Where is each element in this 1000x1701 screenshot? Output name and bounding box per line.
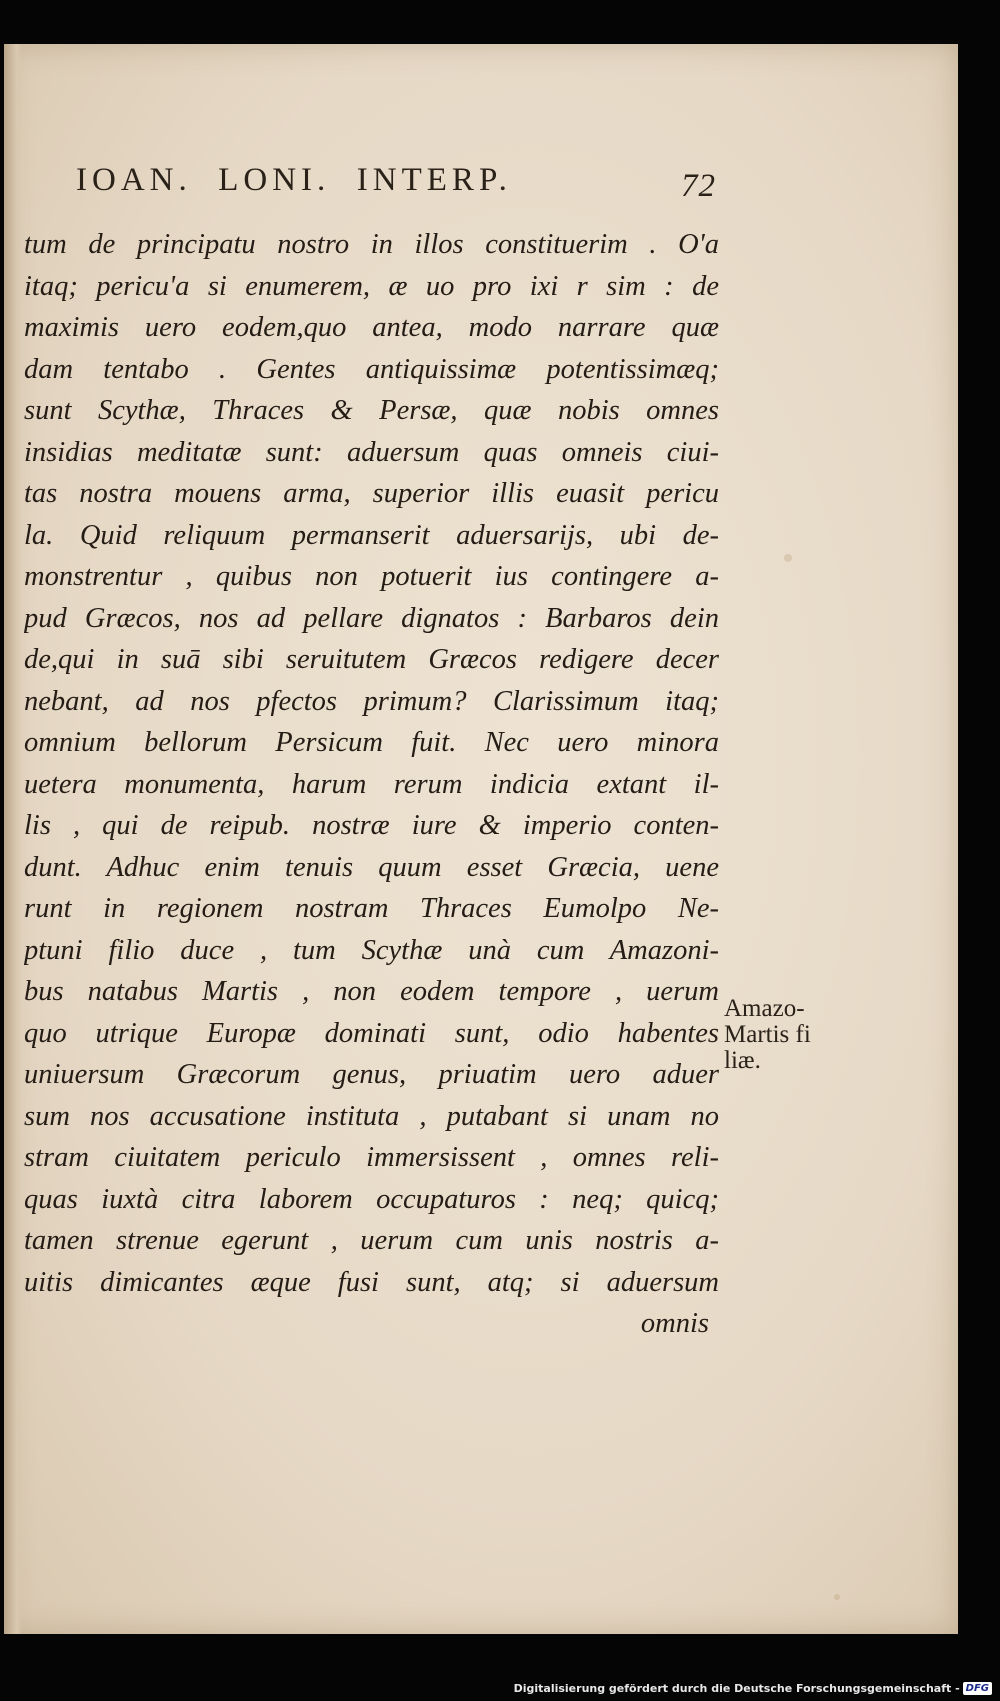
text-line: sum nos accusatione instituta , putabant si unam no <box>24 1100 719 1132</box>
text-line: uetera monumenta, harum rerum indicia extant il- <box>24 768 719 800</box>
marginal-note <box>724 996 864 1074</box>
text-line: maximis uero eodem,quo antea, modo narrare quæ <box>24 312 719 343</box>
text-line: omnium bellorum Persicum fuit. Nec uero minora <box>24 727 719 758</box>
running-title: IOAN. LONI. INTERP. <box>76 162 512 198</box>
page-header <box>76 162 716 212</box>
catchword: omnis <box>640 1308 709 1339</box>
text-line: quo utrique Europæ dominati sunt, odio habentes <box>24 1017 719 1049</box>
digitization-footer <box>514 1682 992 1695</box>
text-line: tamen strenue egerunt , uerum cum unis nostris a- <box>24 1225 719 1256</box>
text-line: tum de principatu nostro in illos constituerim . O'a <box>24 229 719 260</box>
text-line: la. Quid reliquum permanserit aduersarijs, ubi de- <box>24 519 719 551</box>
foxing-spot <box>784 554 792 562</box>
text-line: dunt. Adhuc enim tenuis quum esset Græcia, uene <box>24 851 719 883</box>
text-line: de,qui in suā sibi seruitutem Græcos redigere decer <box>24 644 719 675</box>
text-line: sunt Scythæ, Thraces & Persæ, quæ nobis omnes <box>24 395 719 426</box>
text-line: dam tentabo . Gentes antiquissimæ potentissimæq; <box>24 353 719 385</box>
page-number: 72 <box>681 168 716 204</box>
digitization-credit: Digitalisierung gefördert durch die Deutsche Forschungsgemeinschaft - <box>513 1682 960 1695</box>
page-gutter-shadow <box>4 44 22 1634</box>
marginal-note-line: Martis fi <box>724 1021 811 1048</box>
text-line: bus natabus Martis , non eodem tempore , uerum <box>24 976 719 1007</box>
text-line: nebant, ad nos pfectos primum? Clarissimum itaq; <box>24 685 719 717</box>
marginal-note-line: liæ. <box>724 1047 761 1074</box>
text-line: ptuni filio duce , tum Scythæ unà cum Amazoni- <box>24 934 719 966</box>
text-line: monstrentur , quibus non potuerit ius contingere a- <box>24 561 719 592</box>
dfg-logo: DFG <box>963 1682 992 1695</box>
text-line: runt in regionem nostram Thraces Eumolpo Ne- <box>24 893 719 924</box>
text-line: stram ciuitatem periculo immersissent , omnes reli- <box>24 1142 719 1173</box>
body-text <box>24 224 719 1345</box>
text-line: itaq; pericu'a si enumerem, æ uo pro ixi r sim : de <box>24 270 719 302</box>
text-line: pud Græcos, nos ad pellare dignatos : Barbaros dein <box>24 602 719 634</box>
book-page <box>4 44 958 1634</box>
text-line: quas iuxtà citra laborem occupaturos : neq; quicq; <box>24 1183 719 1215</box>
text-line: lis , qui de reipub. nostræ iure & imperio conten- <box>24 810 719 841</box>
text-line: tas nostra mouens arma, superior illis euasit pericu <box>24 478 719 509</box>
text-line: uitis dimicantes æque fusi sunt, atq; si aduersum <box>24 1266 719 1298</box>
marginal-note-line: Amazo- <box>724 995 805 1022</box>
text-line: insidias meditatæ sunt: aduersum quas omneis ciui- <box>24 436 719 468</box>
foxing-spot <box>834 1594 840 1600</box>
text-line: uniuersum Græcorum genus, priuatim uero aduer <box>24 1059 719 1090</box>
